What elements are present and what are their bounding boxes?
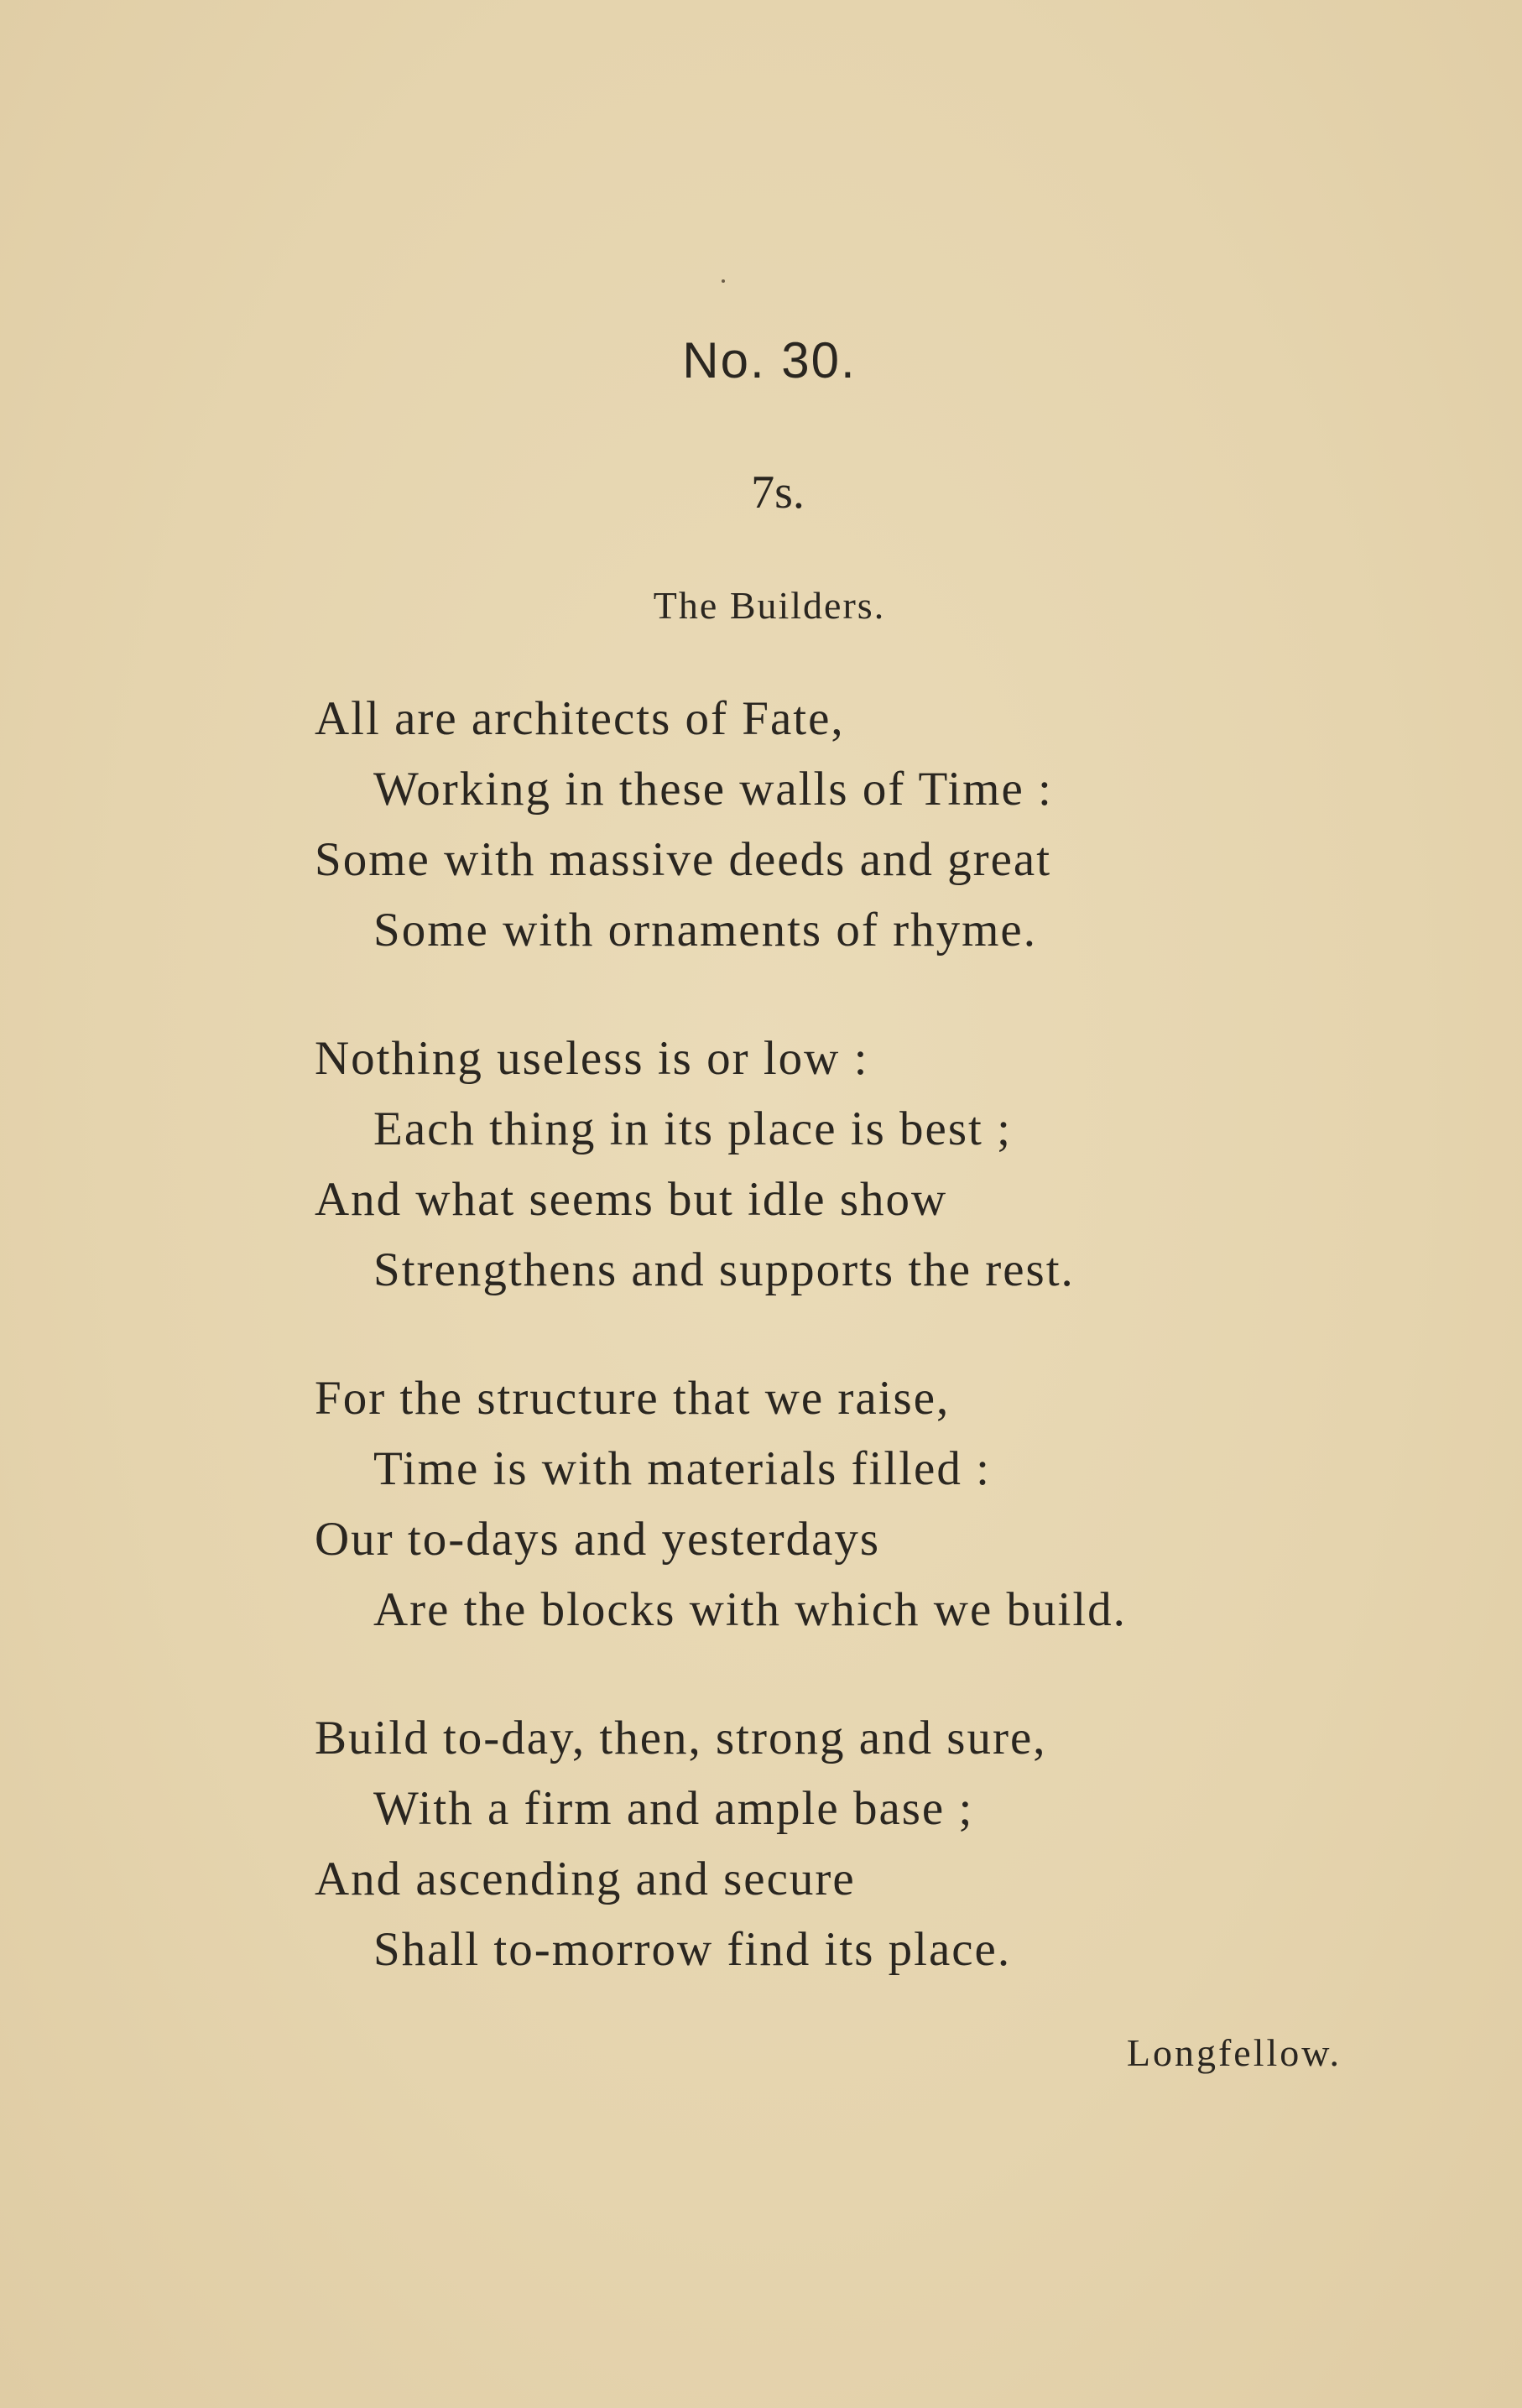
poem-line: Some with ornaments of rhyme. [373,904,1037,956]
poem-line: Our to-days and yesterdays [315,1513,881,1566]
stanza [315,1024,1431,1306]
poem-line: Shall to-morrow find its place. [373,1923,1012,1976]
poem-line: With a firm and ample base ; [373,1782,974,1835]
meter-label: 7s. [751,466,805,519]
poem-line: Each thing in its place is best ; [373,1102,1012,1155]
poem-title: The Builders. [653,584,886,627]
poem-line: All are architects of Fate, [315,692,845,745]
poem-line: And what seems but idle show [315,1173,948,1226]
poem-line: Strengthens and supports the rest. [373,1243,1075,1296]
stanza [315,684,1431,966]
paper-speck [722,279,725,283]
poem-line: Build to-day, then, strong and sure, [315,1712,1047,1764]
poem-line: Some with massive deeds and great [315,833,1052,886]
hymn-number: No. 30. [682,332,857,388]
poem-line: Are the blocks with which we build. [373,1583,1127,1636]
poem-body [315,684,1431,2043]
poem-line: For the structure that we raise, [315,1372,951,1425]
poem-line: Working in these walls of Time : [373,763,1053,816]
author-attribution: Longfellow. [1126,2031,1342,2074]
stanza [315,1703,1431,1985]
poem-line: And ascending and secure [315,1853,856,1905]
poem-line: Time is with materials filled : [373,1442,991,1495]
poem-line: Nothing useless is or low : [315,1032,869,1085]
stanza [315,1363,1431,1645]
